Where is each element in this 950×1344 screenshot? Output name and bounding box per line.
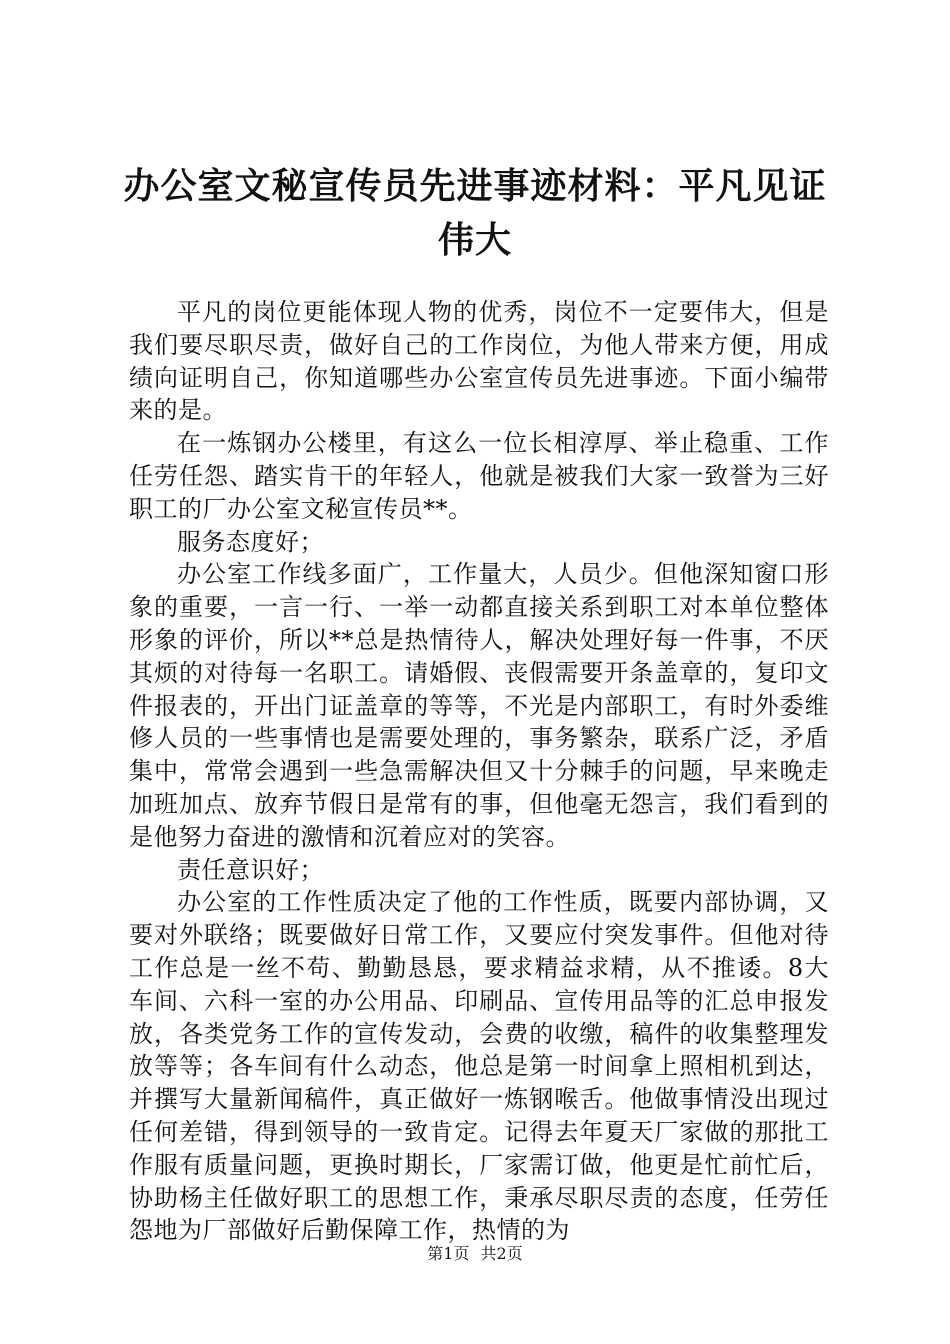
paragraph-intro: 平凡的岗位更能体现人物的优秀，岗位不一定要伟大，但是我们要尽职尽责，做好自己的工作岗位，为他人带来方便，用成绩向证明自己，你知道哪些办公室宣传员先进事迹。下面小编带来的是。 bbox=[129, 298, 829, 425]
document-title: 办公室文秘宣传员先进事迹材料：平凡见证伟大 bbox=[123, 166, 827, 261]
page-total: 共2页 bbox=[480, 1244, 523, 1263]
page-footer bbox=[0, 1243, 950, 1265]
paragraph-responsibility: 办公室的工作性质决定了他的工作性质，既要内部协调，又要对外联络；既要做好日常工作，又要应付突发事件。但他对待工作总是一丝不苟、勤勤恳恳，要求精益求精，从不推诿。8大车间、六科一室的办公用品、印刷品、宣传用品等的汇总申报发放，各类党务工作的宣传发动，会费的收缴，稿件的收集整理发放等等；各车间有什么动态，他总是第一时间拿上照相机到达，并撰写大量新闻稿件，真正做好一炼钢喉舌。他做事情没出现过任何差错，得到领导的一致肯定。记得去年夏天厂家做的那批工作服有质量问题，更换时期长，厂家需订做，他更是忙前忙后，协助杨主任做好职工的思想工作，秉承尽职尽责的态度，任劳任怨地为厂部做好后勤保障工作，热情的为 bbox=[129, 888, 829, 1245]
section-heading-service-attitude: 服务态度好； bbox=[177, 527, 324, 556]
paragraph-service-attitude: 办公室工作线多面广，工作量大，人员少。但他深知窗口形象的重要，一言一行、一举一动都直接关系到职工对本单位整体形象的评价，所以**总是热情待人，解决处理好每一件事，不厌其烦的对待每一名职工。请婚假、丧假需要开条盖章的，复印文件报表的，开出门证盖章的等等，不光是内部职工，有时外委维修人员的一些事情也是需要处理的，事务繁杂，联系广泛，矛盾集中，常常会遇到一些急需解决但又十分棘手的问题，早来晚走加班加点、放弃节假日是常有的事，但他毫无怨言，我们看到的是他努力奋进的激情和沉着应对的笑容。 bbox=[129, 560, 829, 851]
document-body bbox=[129, 296, 829, 1247]
section-heading-responsibility: 责任意识好； bbox=[177, 855, 324, 884]
page-number: 第1页 bbox=[427, 1244, 470, 1263]
paragraph-introduction-person: 在一炼钢办公楼里，有这么一位长相淳厚、举止稳重、工作任劳任怨、踏实肯干的年轻人，他就是被我们大家一致誉为三好职工的厂办公室文秘宣传员**。 bbox=[129, 429, 829, 523]
